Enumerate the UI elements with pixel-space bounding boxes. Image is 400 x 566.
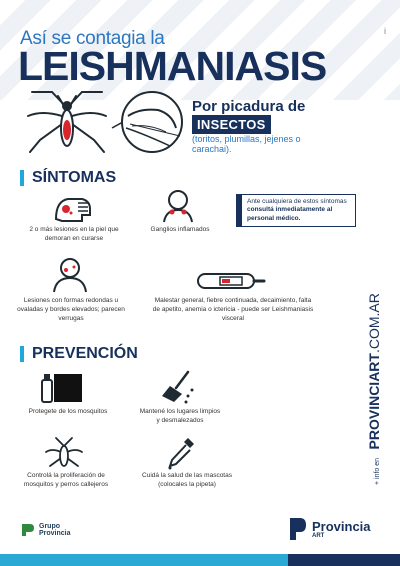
face-lesion-icon — [50, 256, 90, 294]
symptoms-heading: SÍNTOMAS — [20, 170, 116, 186]
page-title: LEISHMANIASIS — [18, 43, 327, 89]
prevention-caption-1: Protegete de los mosquitos — [28, 408, 108, 415]
corner-mark: i — [384, 26, 386, 36]
symptom-caption-3: Lesiones con formas redondas u ovaladas y bordes elevados; parecen verrugas — [17, 297, 125, 322]
symptom-caption-1: 2 o más lesiones en la piel que demoran en curarse — [29, 226, 119, 242]
grupo-logo-icon — [20, 522, 36, 538]
provincia-logo-sub: ART — [312, 532, 325, 539]
symptom-caption-2: Ganglios inflamados — [150, 226, 210, 233]
mosquito-icon — [22, 88, 112, 156]
transmission-highlight: INSECTOS — [192, 115, 271, 134]
provincia-logo-name: Provincia — [312, 518, 371, 534]
alert-bold-text: consultá inmediatamente al personal médico. — [247, 206, 333, 222]
transmission-label: Por picadura de — [192, 98, 306, 115]
skin-lesion-icon — [52, 193, 94, 225]
no-mosquito-icon — [44, 436, 84, 470]
symptom-caption-4: Malestar general, fiebre continuada, decaimiento, falta de apetito, anemia o ictericia - puede ser Leishmaniasis visceral — [152, 297, 314, 322]
alert-text: Ante cualquiera de estos síntomas — [247, 198, 347, 205]
prevention-caption-4: Cuidá la salud de las mascotas (colocales la pipeta) — [142, 472, 232, 488]
repellent-icon — [38, 372, 84, 404]
prevention-heading: PREVENCIÓN — [20, 346, 138, 362]
swollen-glands-icon — [160, 188, 196, 224]
magnifier-icon — [110, 88, 190, 160]
footer-bar — [0, 554, 400, 566]
page-subtitle: Así se contagia la — [20, 28, 165, 49]
prevention-caption-2: Mantené los lugares limpios y desmalezados — [139, 408, 221, 424]
more-info-label: + info en — [374, 457, 381, 485]
medical-alert — [236, 194, 356, 227]
grupo-logo-line1: Grupo — [39, 522, 60, 530]
website-domain: .COM.AR — [366, 293, 382, 354]
transmission-note: (toritos, plumillas, jejenes o carachai). — [192, 134, 301, 155]
provincia-logo-icon — [288, 516, 308, 542]
website-link[interactable] — [366, 293, 384, 485]
provincia-art-logo — [288, 516, 371, 542]
grupo-logo-line2: Provincia — [39, 530, 71, 537]
grupo-provincia-logo — [20, 522, 71, 538]
thermometer-icon — [196, 270, 266, 292]
website-bold: PROVINCIART — [366, 353, 382, 450]
broom-icon — [160, 370, 196, 404]
prevention-caption-3: Controlá la proliferación de mosquitos y perros callejeros — [23, 472, 109, 488]
pipette-icon — [166, 436, 196, 470]
